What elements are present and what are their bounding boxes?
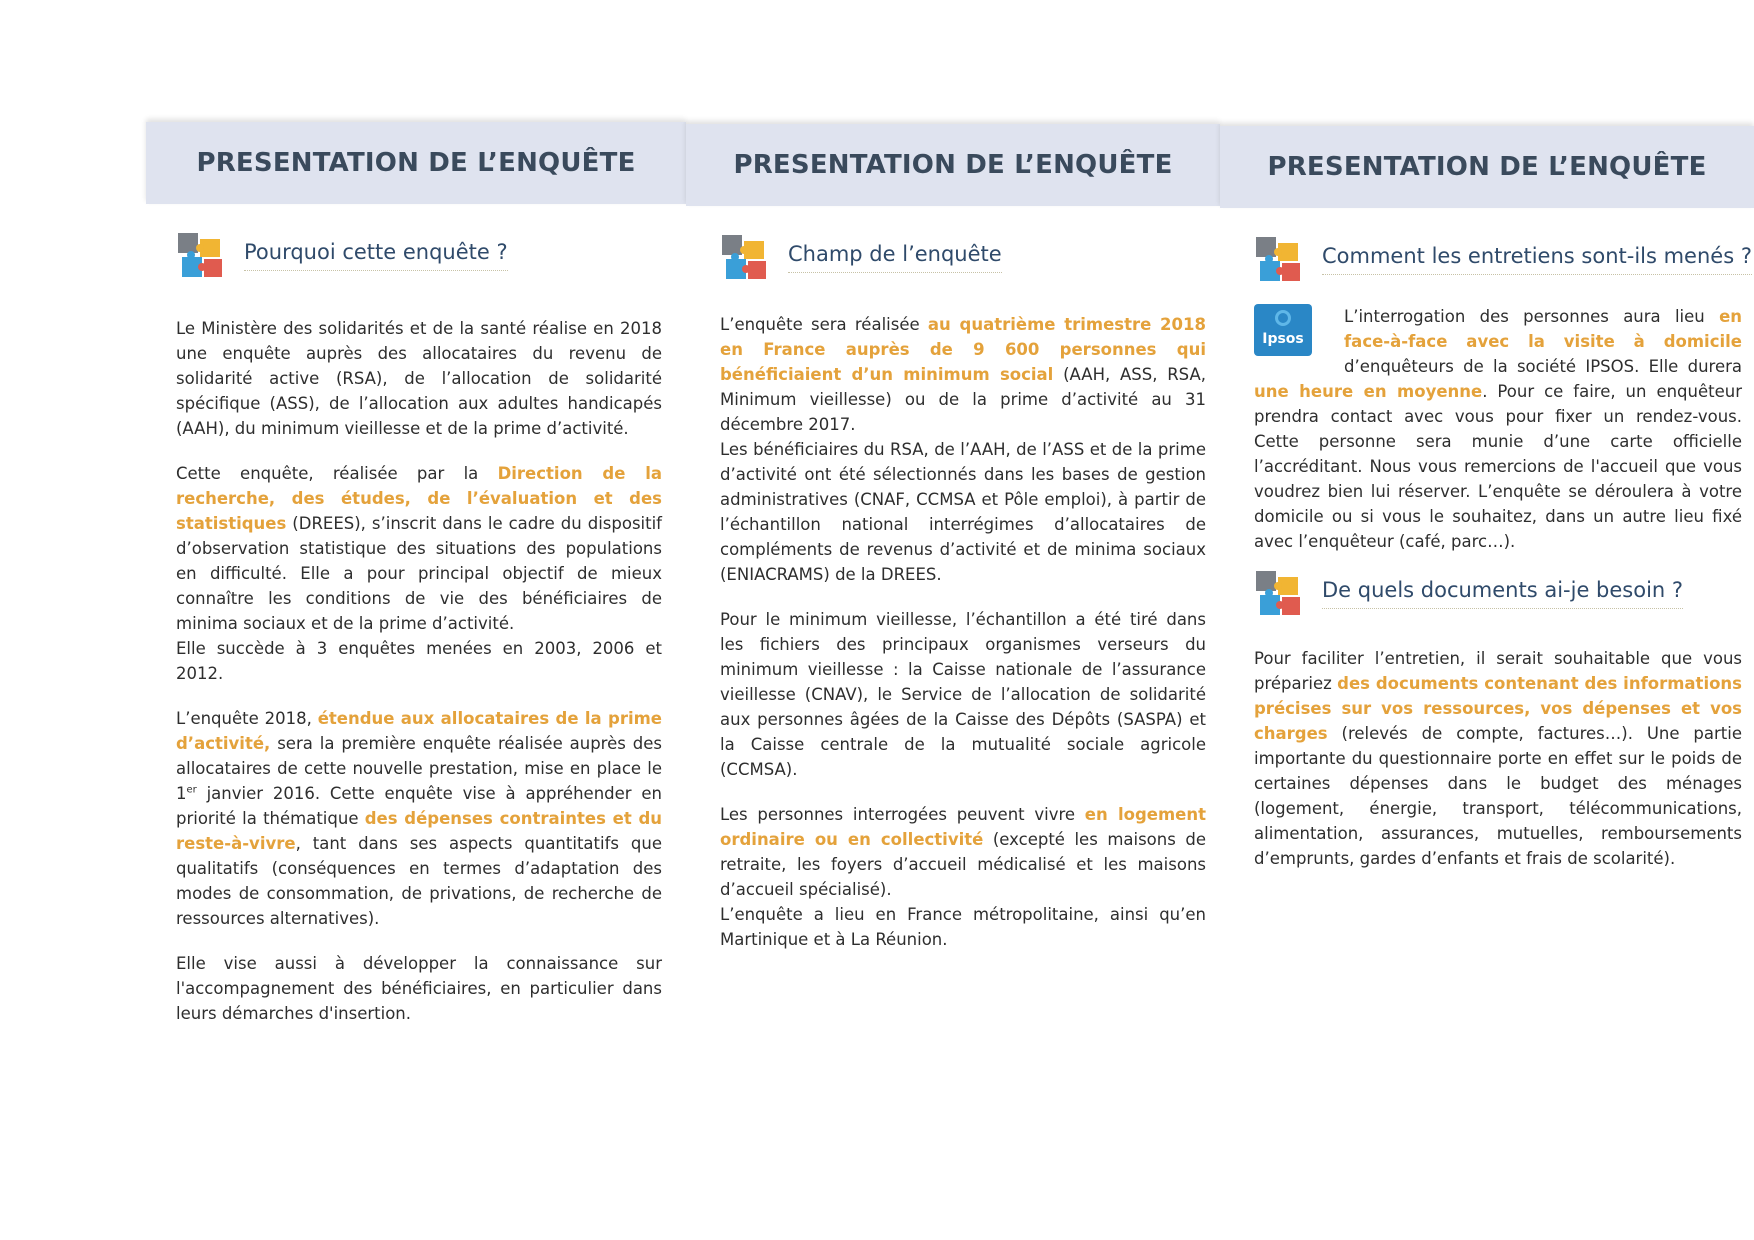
section-heading-text: Champ de l’enquête [788,242,1002,273]
section-heading [720,230,1206,284]
section-heading-text: Pourquoi cette enquête ? [244,240,508,271]
paragraph: Elle vise aussi à développer la connaissance sur l'accompagnement des bénéficiaires, en particulier dans leurs démarches d'insertion. [176,954,662,1023]
puzzle-icon [1254,235,1302,283]
paragraph: L’enquête a lieu en France métropolitaine, ainsi qu’en Martinique et à La Réunion. [720,905,1206,949]
section-heading [1254,566,1742,620]
paragraph: Pour faciliter l’entretien, il serait souhaitable que vous prépariez des documents contenant des informations précises sur vos ressources, vos dépenses et vos charges (relevés de compte, factures…). Une partie importante du questionnaire porte en effet sur le poids de certaines dépenses dans le budget des ménages (logement, énergie, transport, télécommunications, alimentation, assurances, mutuelles, remboursements d’emprunts, gardes d’enfants et frais de scolarité). [1254,649,1743,868]
panel-title: PRESENTATION DE L’ENQUÊTE [1267,152,1707,182]
highlight-text: Direction de la recherche, des études, de l’évaluation et des statistiques [176,464,663,533]
panel-title: PRESENTATION DE L’ENQUÊTE [733,150,1173,180]
paragraph: Le Ministère des solidarités et de la santé réalise en 2018 une enquête auprès des allocataires du revenu de solidarité active (RSA), de l’allocation de solidarité spécifique (ASS), de l’allocation aux adultes handicapés (AAH), du minimum vieillesse et de la prime d’activité. [176,319,662,438]
column-3 [1254,232,1752,871]
paragraph: Les personnes interrogées peuvent vivre en logement ordinaire ou en collectivité (excepté les maisons de retraite, les foyers d’accueil médicalisé et les maisons d’accueil spécialisé). [720,805,1206,899]
column-1 [176,228,662,1026]
section-heading-text: Comment les entretiens sont-ils menés ? [1322,244,1752,275]
highlight-text: des dépenses contraintes et du reste-à-vivre [176,809,662,853]
paragraph: L’enquête sera réalisée au quatrième trimestre 2018 en France auprès de 9 600 personnes qui bénéficiaient d’un minimum social (AAH, ASS, RSA, Minimum vieillesse) ou de la prime d’activité au 31 décembre 2017. [720,315,1206,434]
section-heading [176,228,662,282]
highlight-text: au quatrième trimestre 2018 en France auprès de 9 600 personnes qui bénéficiaient d’un minimum social [720,315,1206,384]
paragraph: Pour le minimum vieillesse, l’échantillon a été tiré dans les fichiers des principaux organismes verseurs du minimum vieillesse : la Caisse nationale de l’assurance vieillesse (CNAV), le Service de l’allocation de solidarité aux personnes âgées de la Caisse des Dépôts (SASPA) et la Caisse centrale de la mutualité sociale agricole (CCMSA). [720,610,1206,779]
paragraph: Les bénéficiaires du RSA, de l’AAH, de l’ASS et de la prime d’activité ont été sélectionnés dans les bases de gestion administratives (CNAF, CCMSA et Pôle emploi), à partir de l’échantillon national interrégimes d’allocataires de compléments de revenus d’activité et de minima sociaux (ENIACRAMS) de la DREES. [720,440,1206,584]
column-2 [720,230,1206,952]
panel-title: PRESENTATION DE L’ENQUÊTE [196,148,636,178]
section-heading-text: De quels documents ai-je besoin ? [1322,578,1683,609]
highlight-text: en logement ordinaire ou en collectivité [720,805,1206,849]
ipsos-logo: Ipsos [1254,304,1312,356]
highlight-text: des documents contenant des informations précises sur vos ressources, vos dépenses et vos charges [1254,674,1743,743]
highlight-text: une heure en moyenne [1254,382,1483,401]
header-band-2 [686,124,1220,206]
header-band-3 [1220,126,1754,208]
highlight-text: étendue aux allocataires de la prime d’activité, [176,709,663,753]
puzzle-icon [1254,569,1302,617]
header-band-1 [146,122,686,204]
paragraph: L’enquête 2018, étendue aux allocataires de la prime d’activité, sera la première enquête réalisée auprès des allocataires de cette nouvelle prestation, mise en place le 1er janvier 2016. Cette enquête vise à appréhender en priorité la thématique des dépenses contraintes et du reste-à-vivre, tant dans ses aspects quantitatifs que qualitatifs (conséquences en termes d’adaptation des modes de consommation, de privations, de recherche de ressources alternatives). [176,709,663,928]
paragraph: Cette enquête, réalisée par la Direction de la recherche, des études, de l’évaluation et des statistiques (DREES), s’inscrit dans le cadre du dispositif d’observation statistique des situations des populations en difficulté. Elle a pour principal objectif de mieux connaître les conditions de vie des bénéficiaires de minima sociaux et de la prime d’activité. [176,464,663,633]
section-heading [1254,232,1752,286]
puzzle-icon [176,231,224,279]
paragraph: Elle succède à 3 enquêtes menées en 2003, 2006 et 2012. [176,639,662,683]
paragraph: Ipsos L’interrogation des personnes aura lieu en face-à-face avec la visite à domicile d’enquêteurs de la société IPSOS. Elle durera une heure en moyenne. Pour ce faire, un enquêteur prendra contact avec vous pour fixer un rendez-vous. Cette personne sera munie d’une carte officielle l’accréditant. Nous vous remercions de l'accueil que vous voudrez bien lui réserver. L’enquête se déroulera à votre domicile ou si vous le souhaitez, dans un autre lieu fixé avec l’enquêteur (café, parc…). [1254,304,1742,554]
highlight-text: en face-à-face avec la visite à domicile [1344,307,1742,351]
puzzle-icon [720,233,768,281]
